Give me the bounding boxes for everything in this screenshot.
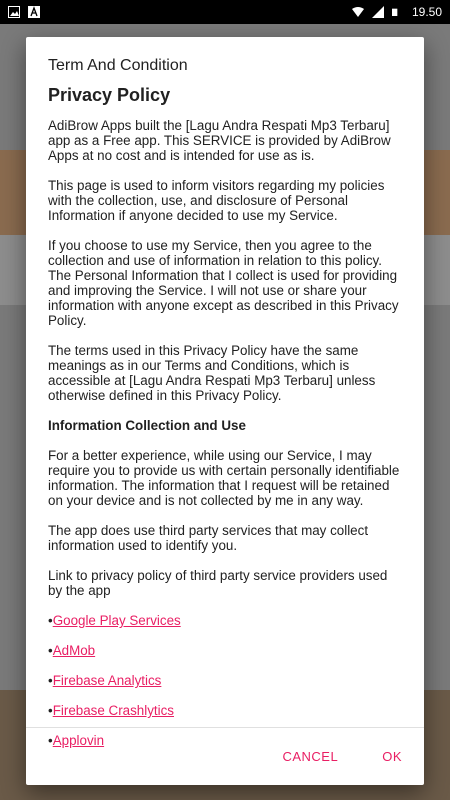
- signal-icon: [372, 6, 384, 18]
- bullet: •: [48, 733, 53, 748]
- battery-icon: [392, 6, 400, 18]
- paragraph: Link to privacy policy of third party service providers used by the app: [48, 568, 388, 598]
- bullet: •: [48, 703, 53, 718]
- font-icon: [28, 6, 40, 18]
- service-list-item: [48, 643, 404, 658]
- cancel-button[interactable]: CANCEL: [282, 749, 339, 764]
- service-link-google-play[interactable]: Google Play Services: [52, 613, 181, 628]
- dialog-divider: [26, 727, 424, 728]
- service-link-firebase-crashlytics[interactable]: Firebase Crashlytics: [52, 703, 174, 718]
- service-list-item: [48, 613, 404, 628]
- service-list-item: [48, 703, 404, 718]
- privacy-dialog: [26, 37, 424, 785]
- ok-button[interactable]: OK: [382, 749, 402, 764]
- paragraph: AdiBrow Apps built the [Lagu Andra Respati Mp3 Terbaru] app as a Free app. This SERVICE is provided by AdiBrow Apps at no cost and is intended for use as is.: [48, 118, 391, 163]
- image-icon: [8, 6, 20, 18]
- dialog-actions: [282, 749, 402, 764]
- bullet: •: [48, 673, 53, 688]
- paragraph: The terms used in this Privacy Policy have the same meanings as in our Terms and Conditions, which is accessible at [Lagu Andra Respati Mp3 Terbaru] unless otherwise defined in this Privacy Policy.: [48, 343, 376, 403]
- dialog-title: Term And Condition: [48, 57, 188, 74]
- service-list-item: [48, 673, 404, 688]
- service-link-admob[interactable]: AdMob: [52, 643, 96, 658]
- section-heading: Information Collection and Use: [48, 418, 246, 433]
- bullet: •: [48, 613, 53, 628]
- paragraph: This page is used to inform visitors regarding my policies with the collection, use, and disclosure of Personal Information if anyone decided to use my Service.: [48, 178, 385, 223]
- wifi-icon: [352, 6, 364, 18]
- paragraph: The app does use third party services that may collect information used to identify you.: [48, 523, 369, 553]
- paragraph: For a better experience, while using our Service, I may require you to provide us with certain personally identifiable information. The information that I request will be retained on your device and is not collected by me in any way.: [48, 448, 400, 508]
- bullet: •: [48, 643, 53, 658]
- dialog-content-scroll[interactable]: [48, 85, 404, 748]
- service-link-firebase-analytics[interactable]: Firebase Analytics: [52, 673, 162, 688]
- clock: 19.50: [411, 5, 442, 19]
- status-bar: [0, 0, 450, 24]
- paragraph: If you choose to use my Service, then you agree to the collection and use of information in relation to this policy. The Personal Information that I collect is used for providing and improving the Service. I will not use or share your information with anyone except as described in this Privacy Policy.: [48, 238, 399, 328]
- service-list-item: [48, 733, 404, 748]
- privacy-policy-heading: Privacy Policy: [48, 85, 171, 105]
- service-link-applovin[interactable]: Applovin: [52, 733, 105, 748]
